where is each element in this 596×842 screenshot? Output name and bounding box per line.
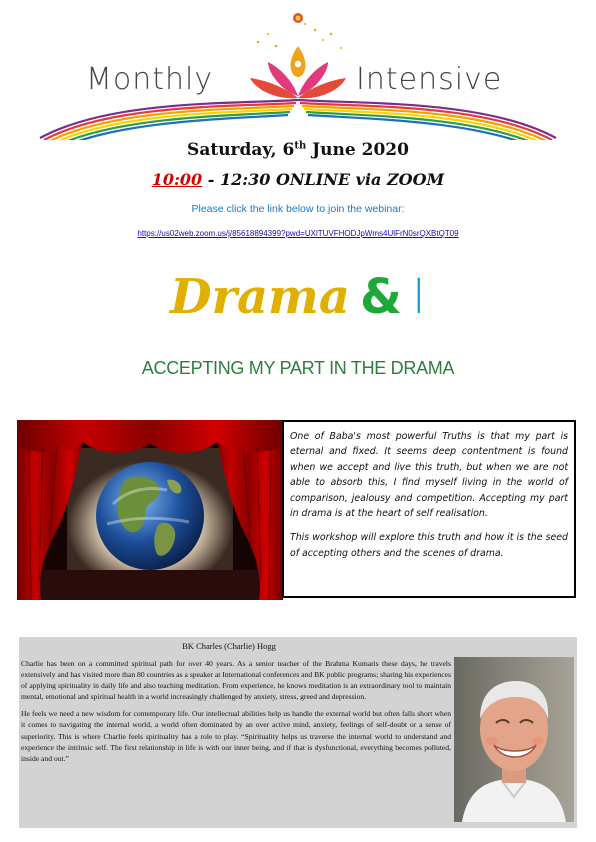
bio-paragraph: He feels we need a new wisdom for contemporary life. Our intellectual abilities help us handle the external world but often falls short when it comes to navigating the internal world, a world often dominated by an over active mind, anxiety, feelings of self-doubt or a sense of superiority. This is where Charlie feels spirituality has a role to play. “Spirituality helps us traverse the internal world to understand and experience the intrinsic self. The first relationship in life is with our inner being, and if that is dysfunctional, everything becomes polluted, inside and out.” bbox=[21, 709, 451, 763]
logo-word-intensive: Intensive bbox=[356, 62, 503, 97]
event-date bbox=[0, 140, 596, 160]
speaker-name: BK Charles (Charlie) Hogg bbox=[182, 641, 276, 651]
workshop-title bbox=[0, 262, 596, 332]
event-start-time: 10:00 bbox=[151, 170, 203, 189]
speaker-portrait-photo bbox=[454, 657, 574, 822]
workshop-paragraph: This workshop will explore this truth and how it is the seed of accepting others and the scenes of drama. bbox=[290, 532, 568, 559]
title-i: I bbox=[411, 269, 426, 325]
event-time bbox=[0, 170, 596, 189]
bio-paragraph: Charlie has been on a committed spiritual path for over 40 years. As a senior teacher of the Brahma Kumaris these days, he travels extensively and has visited more than 80 countries as a speaker at International conferences and BK public programs; sharing his experiences of applying spirituality in daily life and also teaching meditation. From experience, he knows meditation is an extraordinary tool to maintain mental, emotional and spiritual health in a world increasingly challenged by anxiety, stress, greed and depression. bbox=[21, 659, 451, 702]
workshop-description bbox=[282, 420, 576, 598]
zoom-webinar-link[interactable]: https://us02web.zoom.us/j/85618894399?pwd=UXlTUVFHODJpWms4UlFrN0srQXBtQT09 bbox=[137, 229, 459, 238]
workshop-subtitle: ACCEPTING MY PART IN THE DRAMA bbox=[141, 358, 455, 378]
title-drama: Drama bbox=[170, 269, 350, 325]
date-prefix: Saturday, 6 bbox=[187, 140, 295, 160]
monthly-intensive-logo bbox=[0, 0, 596, 140]
event-time-rest: - 12:30 ONLINE via ZOOM bbox=[202, 170, 445, 189]
speaker-bio bbox=[19, 637, 577, 828]
date-suffix-ordinal: th bbox=[294, 140, 307, 152]
join-instruction: Please click the link below to join the webinar: bbox=[191, 203, 405, 215]
logo-word-monthly: Monthly bbox=[86, 62, 214, 97]
theater-curtain-globe-image bbox=[17, 420, 283, 600]
title-ampersand: & bbox=[359, 269, 402, 325]
date-month-year: June 2020 bbox=[306, 140, 409, 160]
workshop-paragraph: One of Baba's most powerful Truths is that my part is eternal and fixed. It seems deep contentment is found when we accept and live this truth, but when we are not able to absorb this, I find myself living in the world of comparison, jealousy and competition. Accepting my part in drama is at the heart of self realisation. bbox=[290, 431, 568, 520]
speaker-bio-text bbox=[21, 658, 451, 770]
